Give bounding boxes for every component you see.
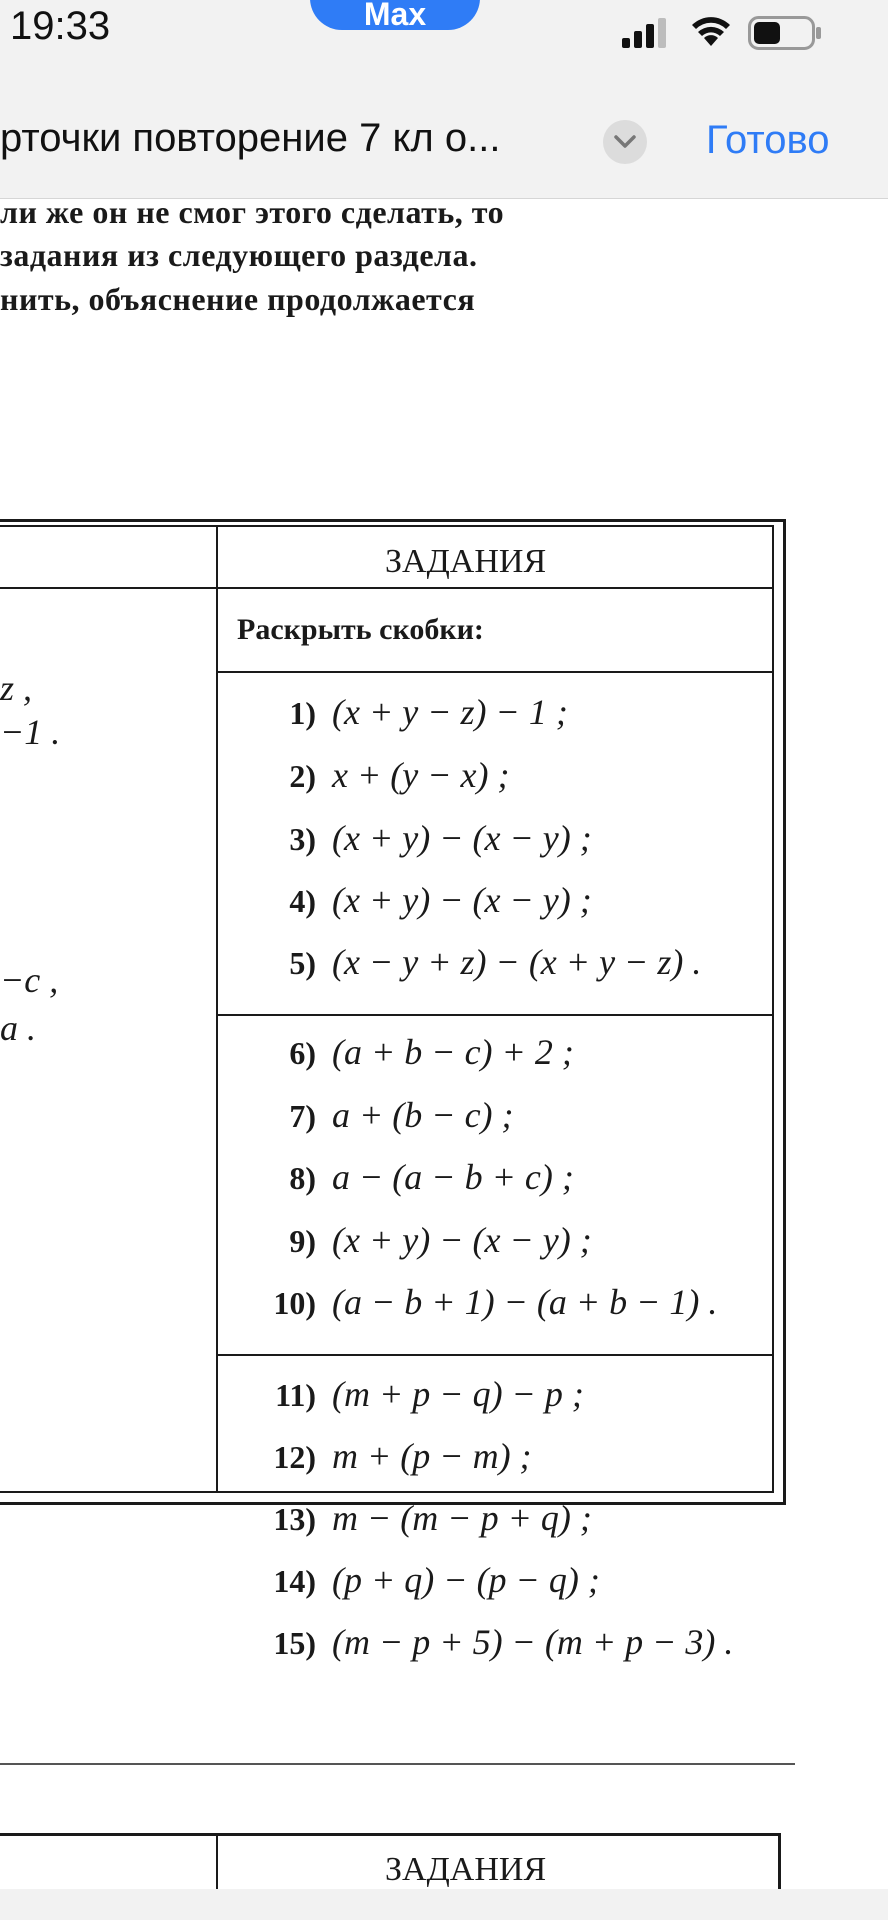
task-expression: (x + y − z) − 1 ; [332,692,568,732]
task-item [230,941,701,983]
task-expression: (m − p + 5) − (m + p − 3) . [332,1622,734,1662]
task-item [230,1219,592,1261]
task-item [230,817,592,859]
table-row-divider [0,587,216,589]
task-expression: m − (m − p + q) ; [332,1498,592,1538]
intro-text-line: задания из следующего раздела. [0,237,478,273]
task-number: 2) [289,758,316,794]
task-expression: (x − y + z) − (x + y − z) . [332,942,702,982]
task-expression: (a + b − c) + 2 ; [332,1032,574,1072]
task-number: 10) [273,1285,316,1321]
task-instruction: Раскрыть скобки: [237,613,484,646]
task-expression: (m + p − q) − p ; [332,1374,584,1414]
next-table-right-border [778,1833,781,1889]
left-column-fragment: −1 . [0,712,61,752]
document-title[interactable]: рточки повторение 7 кл о... [0,116,501,160]
table-row-divider [216,587,774,589]
task-expression: a + (b − c) ; [332,1095,514,1135]
task-expression: x + (y − x) ; [332,755,510,795]
task-number: 9) [289,1223,316,1259]
task-item [230,1281,717,1323]
battery-icon [748,16,822,50]
cellular-signal-icon [622,18,668,48]
task-expression: (a − b + 1) − (a + b − 1) . [332,1282,718,1322]
done-button[interactable]: Готово [706,118,830,162]
task-item [230,1497,592,1539]
task-number: 13) [273,1501,316,1537]
table-column-header: ЗАДАНИЯ [385,543,547,580]
task-number: 4) [289,883,316,919]
task-item [230,1373,584,1415]
table-row-divider [216,1014,774,1016]
task-expression: (x + y) − (x − y) ; [332,818,592,858]
task-item [230,1031,574,1073]
table-row-divider [216,1354,774,1356]
intro-text-line: ли же он не смог этого сделать, то [0,199,505,230]
task-number: 6) [289,1035,316,1071]
task-number: 5) [289,945,316,981]
left-column-fragment: z , [0,668,33,708]
wifi-icon [690,14,732,48]
task-expression: (p + q) − (p − q) ; [332,1560,600,1600]
table-row-divider [216,671,774,673]
task-expression: m + (p − m) ; [332,1436,532,1476]
task-number: 7) [289,1098,316,1134]
next-table-top-border [0,1833,780,1836]
max-app-badge-label: Max [363,0,427,30]
intro-text-line: нить, объяснение продолжается [0,281,476,317]
task-item [230,1156,574,1198]
left-column-fragment: a . [0,1008,36,1048]
next-table-column-divider [216,1833,218,1889]
task-number: 14) [273,1563,316,1599]
task-item [230,879,592,921]
chevron-down-icon [613,133,637,151]
document-nav-bar [0,70,888,199]
task-item [230,691,568,733]
max-app-badge[interactable] [310,0,480,30]
task-number: 12) [273,1439,316,1475]
document-page[interactable] [0,199,888,1889]
task-number: 11) [275,1377,316,1413]
task-number: 1) [289,695,316,731]
status-bar [0,0,888,70]
status-time: 19:33 [10,4,111,48]
task-number: 8) [289,1160,316,1196]
next-table-column-header: ЗАДАНИЯ [385,1851,547,1888]
task-item [230,1094,514,1136]
task-expression: (x + y) − (x − y) ; [332,880,592,920]
task-item [230,1435,532,1477]
task-expression: a − (a − b + c) ; [332,1157,574,1197]
title-menu-button[interactable] [603,120,647,164]
task-number: 3) [289,821,316,857]
bottom-toolbar-edge [0,1889,888,1920]
task-item [230,1621,733,1663]
task-expression: (x + y) − (x − y) ; [332,1220,592,1260]
task-item [230,754,510,796]
task-item [230,1559,600,1601]
section-divider [0,1763,795,1765]
left-column-fragment: −c , [0,960,59,1000]
task-number: 15) [273,1625,316,1661]
